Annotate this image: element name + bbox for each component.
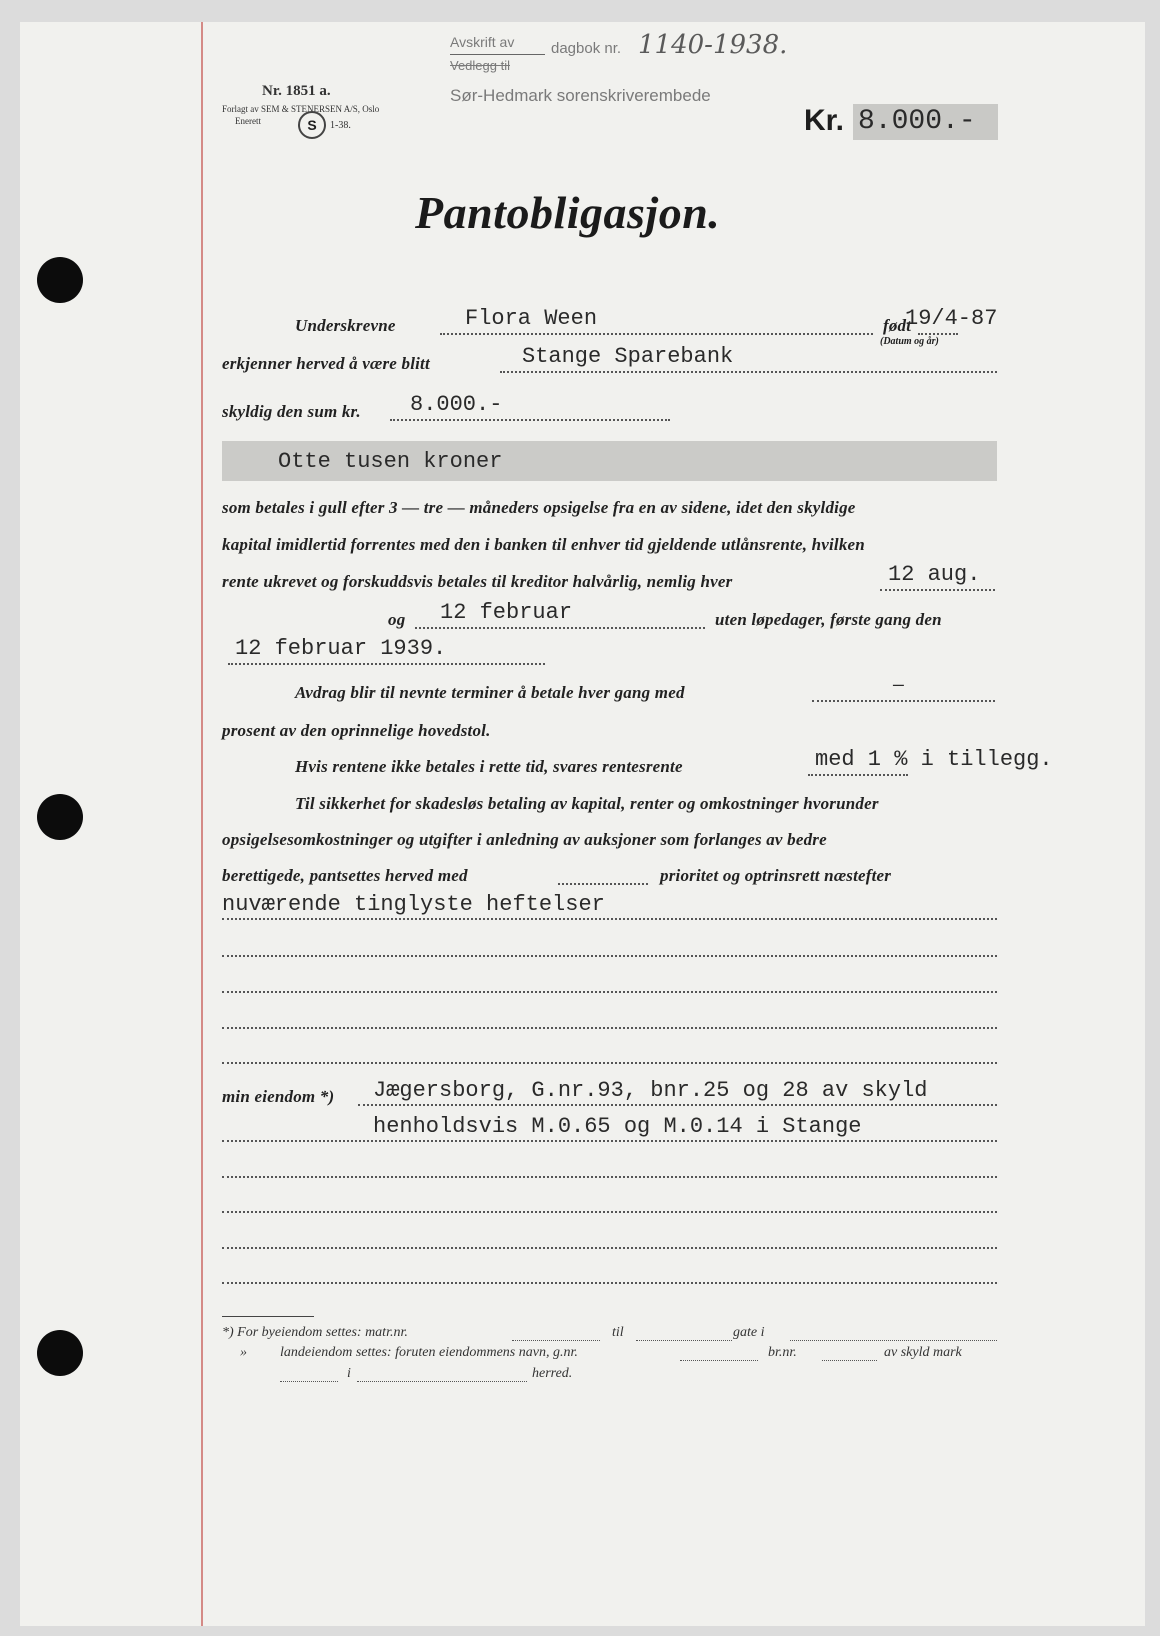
struck-label: Vedlegg til xyxy=(450,58,510,73)
prioritet-text: prioritet og optrinsrett næstefter xyxy=(660,866,892,885)
sum-value: 8.000.- xyxy=(410,392,503,417)
footnote-dots-4 xyxy=(680,1360,758,1361)
footnote-line2-mark: » xyxy=(240,1345,247,1360)
fodt-label: født xyxy=(883,316,912,335)
skyldig-dots xyxy=(390,419,670,421)
eiendom-dots-1 xyxy=(358,1104,997,1106)
sikkerhet-line-1: Til sikkerhet for skadesløs betaling av kapital, renter og omkostninger hvorunder xyxy=(295,794,879,813)
amount-label: Kr. xyxy=(804,104,845,137)
hvis-value: med 1 % i tillegg. xyxy=(815,747,1053,772)
page-title: Pantobligasjon. xyxy=(415,187,721,238)
footnote-line1-b: til xyxy=(612,1325,624,1340)
berettigede-text: berettigede, pantsettes herved med xyxy=(222,866,468,885)
first-date-value: 12 februar 1939. xyxy=(235,636,447,661)
blank-line-4 xyxy=(222,1062,997,1064)
underskrevne-value: Flora Ween xyxy=(465,306,598,331)
underskrevne-label: Underskrevne xyxy=(295,316,396,335)
eiendom-dots-2 xyxy=(222,1140,997,1142)
enerett-label: Enerett xyxy=(235,116,261,126)
footnote-rule xyxy=(222,1316,314,1317)
dagbok-number: 1140-1938. xyxy=(638,30,788,60)
punch-hole-top xyxy=(37,257,83,303)
footnote-dots-5 xyxy=(822,1360,877,1361)
amount-value: 8.000.- xyxy=(858,106,976,137)
prioritet-dots xyxy=(558,883,648,885)
fodt-value: 19/4-87 xyxy=(905,306,998,331)
eiendom-label: min eiendom *) xyxy=(222,1087,335,1106)
blank-line-2 xyxy=(222,991,997,993)
erkjenner-dots xyxy=(500,371,997,373)
avdrag-value: — xyxy=(893,676,904,696)
footnote-line2-c: av skyld mark xyxy=(884,1345,962,1360)
footnote-line3-a: i xyxy=(347,1366,351,1381)
sikkerhet-line-2: opsigelsesomkostninger og utgifter i anledning av auksjoner som forlanges av bedre xyxy=(222,830,827,849)
fodt-dots xyxy=(918,333,958,335)
skyldig-label: skyldig den sum kr. xyxy=(222,402,361,421)
punch-hole-bottom xyxy=(37,1330,83,1376)
prosent-text: prosent av den oprinnelige hovedstol. xyxy=(222,721,491,740)
avskrift-label: Avskrift av xyxy=(450,34,515,50)
footnote-line1-c: gate i xyxy=(733,1325,765,1340)
heftelser-dots xyxy=(222,918,997,920)
creditor-value: Stange Sparebank xyxy=(522,344,734,369)
footnote-line3-b: herred. xyxy=(532,1366,573,1381)
amount-words-value: Otte tusen kroner xyxy=(278,449,503,474)
document-sheet xyxy=(20,22,1145,1626)
body-line-3: rente ukrevet og forskuddsvis betales til kreditor halvårlig, nemlig hver xyxy=(222,572,733,591)
office-stamp: Sør-Hedmark sorenskriverembede xyxy=(450,86,711,105)
punch-hole-middle xyxy=(37,794,83,840)
blank-line-6 xyxy=(222,1211,997,1213)
avdrag-dots xyxy=(812,700,995,702)
footnote-dots-3 xyxy=(790,1340,997,1341)
erkjenner-label: erkjenner herved å være blitt xyxy=(222,354,430,373)
fodt-hint: (Datum og år) xyxy=(880,336,939,347)
heftelser-value: nuværende tinglyste heftelser xyxy=(222,892,605,917)
footnote-line2-a: landeiendom settes: foruten eiendommens navn, g.nr. xyxy=(280,1345,578,1360)
blank-line-1 xyxy=(222,955,997,957)
blank-line-7 xyxy=(222,1247,997,1249)
footnote-dots-7 xyxy=(357,1381,527,1382)
footnote-line1-a: *) For byeiendom settes: matr.nr. xyxy=(222,1325,408,1340)
avskrift-underline xyxy=(450,54,545,55)
lopedager-text: uten løpedager, første gang den xyxy=(715,610,942,629)
dagbok-label: dagbok nr. xyxy=(551,40,622,57)
eiendom-line-2: henholdsvis M.0.65 og M.0.14 i Stange xyxy=(373,1114,862,1139)
footnote-dots-1 xyxy=(512,1340,600,1341)
body-line-2: kapital imidlertid forrentes med den i banken til enhver tid gjeldende utlånsrente, hvilken xyxy=(222,535,865,554)
print-date: 1-38. xyxy=(330,120,351,131)
eiendom-line-1: Jægersborg, G.nr.93, bnr.25 og 28 av skyld xyxy=(373,1078,928,1103)
term2-dots xyxy=(415,627,705,629)
term1-dots xyxy=(880,589,995,591)
first-date-dots xyxy=(228,663,545,665)
footnote-dots-6 xyxy=(280,1381,338,1382)
margin-rule xyxy=(201,22,203,1626)
hvis-text: Hvis rentene ikke betales i rette tid, svares rentesrente xyxy=(295,757,683,776)
og-label: og xyxy=(388,610,406,629)
publisher-logo: S xyxy=(298,111,326,139)
avdrag-text: Avdrag blir til nevnte terminer å betale hver gang med xyxy=(295,683,685,702)
hvis-dots xyxy=(808,774,908,776)
term1-value: 12 aug. xyxy=(888,562,981,587)
blank-line-5 xyxy=(222,1176,997,1178)
body-line-1: som betales i gull efter 3 — tre — måneders opsigelse fra en av sidene, idet den skyldige xyxy=(222,498,856,517)
blank-line-8 xyxy=(222,1282,997,1284)
footnote-line2-b: br.nr. xyxy=(768,1345,797,1360)
term2-value: 12 februar xyxy=(440,600,573,625)
blank-line-3 xyxy=(222,1027,997,1029)
form-number: Nr. 1851 a. xyxy=(262,83,331,99)
footnote-dots-2 xyxy=(636,1340,732,1341)
publisher-line: Forlagt av SEM & STENERSEN A/S, Oslo xyxy=(222,104,380,114)
underskrevne-dots xyxy=(440,333,873,335)
